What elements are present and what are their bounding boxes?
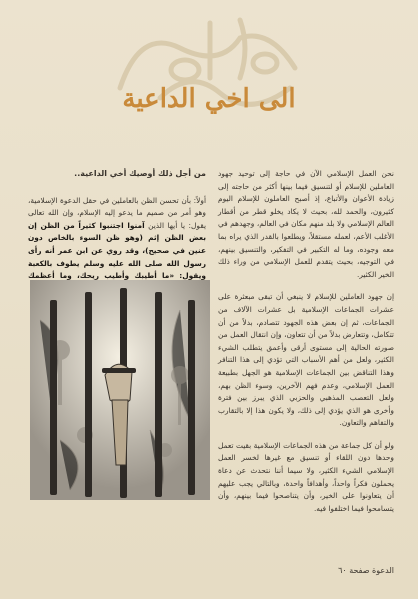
right-column-text	[218, 168, 394, 578]
left-column-subtitle: من أجل ذلك أوصيك أخي الداعية..	[74, 169, 206, 178]
right-column-paragraph-1: نحن العمل الإسلامي الآن في حاجة إلى توحيد جهود العاملين للإسلام أو لتنسيق فيما بينها أكثر من حاجته إلى زيادة الأعوان والأتباع، إذ أصبح العاملون للإسلام اليوم كثيرون، والحمد لله، بحيث لا يكاد يخلو قطر من أقطار العالم الإسلامي ولا بلد منهم مكان في العالم، وجهدهم في الأغلب الأعم، لعمله مستقلاً، ويطلعوا بالقدر الذي يراه بما معه وجوده، وما له التكبير في التفكير، والتنسيق بينهم، في التوجيه، بحيث يتقدم للعمل الإسلامي من وراء ذلك الخير الكثير.	[218, 169, 394, 279]
right-column-paragraph-3: ولو أن كل جماعة من هذه الجماعات الإسلامية بقيت تعمل وحدها دون اللقاء أو تنسيق مع غيرها لخسر العمل الإسلامي الشيء الكثير، ولا سيما أننا نتحدث عن دعاة يحملون فكراً واحداً، وأهدافاً واحدة، وبالتالي يجب عليهم أن يتعاونوا على الخير، وأن يتناصحوا فيما بينهم، وأن يتسامحوا فيما اختلفوا فيه.	[218, 440, 394, 513]
left-column-paragraph: أولاً: بأن تحسن الظن بالعاملين في حقل الدعوة الإسلامية، وهو أمر من صميم ما يدعو إليه الإسلام، وإن الله تعالى يقول: يا أيها الذين	[28, 195, 207, 230]
right-column-paragraph-2: إن جهود العاملين للإسلام لا ينبغي أن تبقى مبعثرة على عشرات الجماعات الإسلامية بل عشرات الآلاف من الجماعات، ثم إن بعض هذه الجهود تتصادم، بدلاً من أن تتكامل، وتتعارض بدلاً من أن تتعاون، وإن انتقال العمل من صورته الحالية إلى مستوى أرقى وأعمق يتطلب الشيء الكثير، ولعل من أهم الأسباب التي تؤدي إلى هذا التنافر وهذا التناقض بين الجماعات الإسلامية هو الجهل بطبيعة العمل الإسلامي، وعدم فهم الآخرين، وسوء الظن بهم، ولعل التعصب المذهبي والحزبي الذي يبرز بين فترة وأخرى هو الذي يؤدي إلى ذلك، ولا يكون هذا إلا بالتقارب والتفاهم والتعاون.	[218, 292, 394, 428]
left-column-paragraph-bold: آمنوا اجتنبوا كثيراً من الظن إن بعض الظن إثم (وهو ظن السوء بالخاص دون عنين في صحيح)، وقد روي عن ابن عمر أنه رأى رسول الله صلى الله عليه وسلم يطوف بالكعبة ويقول: «ما أطيبك وأطيب ريحك، وما أعظمك	[28, 220, 206, 281]
page-footer	[0, 566, 418, 582]
page-title: الى اخي الداعية	[122, 84, 296, 114]
prison-bars-illustration	[30, 280, 210, 500]
page-footer-text: الدعوة صفحة ٦٠	[338, 566, 394, 575]
